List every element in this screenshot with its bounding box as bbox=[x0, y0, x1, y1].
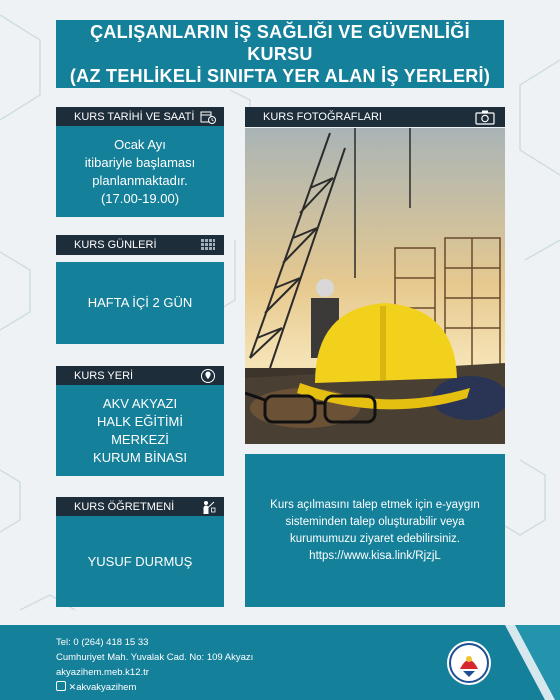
info-line: Kurs açılmasını talep etmek için e-yaygın bbox=[270, 498, 480, 511]
camera-icon bbox=[475, 109, 495, 125]
date-line: (17.00-19.00) bbox=[100, 190, 180, 206]
teacher-icon bbox=[200, 499, 216, 515]
x-icon: ✕ bbox=[68, 682, 77, 692]
logo-emblem bbox=[447, 641, 491, 685]
title-line-1: ÇALIŞANLARIN İŞ SAĞLIĞI VE GÜVENLİĞİ KURSU bbox=[90, 22, 470, 64]
title-banner bbox=[56, 20, 504, 88]
days-panel bbox=[56, 262, 224, 344]
teacher-header bbox=[56, 497, 224, 517]
place-header-label: KURS YERİ bbox=[74, 370, 134, 382]
date-line: Ocak Ayı bbox=[114, 136, 166, 152]
date-header-label: KURS TARİHİ VE SAATİ bbox=[74, 111, 195, 123]
photos-header bbox=[245, 107, 505, 127]
footer-social[interactable] bbox=[56, 680, 253, 695]
footer-address: Cumhuriyet Mah. Yuvalak Cad. No: 109 Akyazı bbox=[56, 652, 254, 663]
footer-social-handle: akvakyazihem bbox=[76, 682, 137, 693]
place-line: MERKEZİ bbox=[111, 431, 169, 447]
days-header bbox=[56, 235, 224, 255]
place-line: AKV AKYAZI bbox=[102, 395, 178, 411]
days-value: HAFTA İÇİ 2 GÜN bbox=[87, 295, 193, 310]
date-line: planlanmaktadır. bbox=[92, 172, 188, 188]
footer-phone: Tel: 0 (264) 418 15 33 bbox=[56, 637, 149, 648]
instagram-icon bbox=[56, 681, 66, 691]
course-photo bbox=[245, 128, 505, 444]
info-link[interactable]: https://www.kisa.link/RjzjL bbox=[309, 549, 441, 562]
teacher-value: YUSUF DURMUŞ bbox=[87, 553, 193, 569]
info-panel bbox=[245, 454, 505, 607]
date-panel bbox=[56, 126, 224, 217]
teacher-header-label: KURS ÖĞRETMENİ bbox=[74, 501, 175, 513]
location-pin-icon bbox=[200, 368, 216, 384]
photos-header-label: KURS FOTOĞRAFLARI bbox=[263, 111, 382, 123]
info-line: kurumumuzu ziyaret edebilirsiniz. bbox=[289, 532, 460, 545]
place-line: HALK EĞİTİMİ bbox=[97, 413, 183, 429]
place-header bbox=[56, 366, 224, 386]
teacher-panel bbox=[56, 516, 224, 607]
institution-logo bbox=[447, 641, 491, 685]
date-header bbox=[56, 107, 224, 127]
date-line: itibariyle başlaması bbox=[84, 154, 196, 170]
footer-decoration bbox=[300, 625, 560, 700]
footer-web[interactable]: akyazihem.meb.k12.tr bbox=[56, 667, 149, 678]
footer-contact bbox=[56, 635, 253, 695]
info-line: sisteminden talep oluşturabilir veya bbox=[285, 515, 465, 528]
title-line-2: (AZ TEHLİKELİ SINIFTA YER ALAN İŞ YERLERİ) bbox=[69, 66, 491, 86]
place-panel bbox=[56, 385, 224, 476]
place-line: KURUM BİNASI bbox=[93, 449, 187, 465]
days-header-label: KURS GÜNLERİ bbox=[74, 239, 157, 251]
calendar-clock-icon bbox=[200, 109, 216, 125]
calendar-grid-icon bbox=[200, 237, 216, 253]
construction-scene-illustration bbox=[245, 128, 505, 444]
